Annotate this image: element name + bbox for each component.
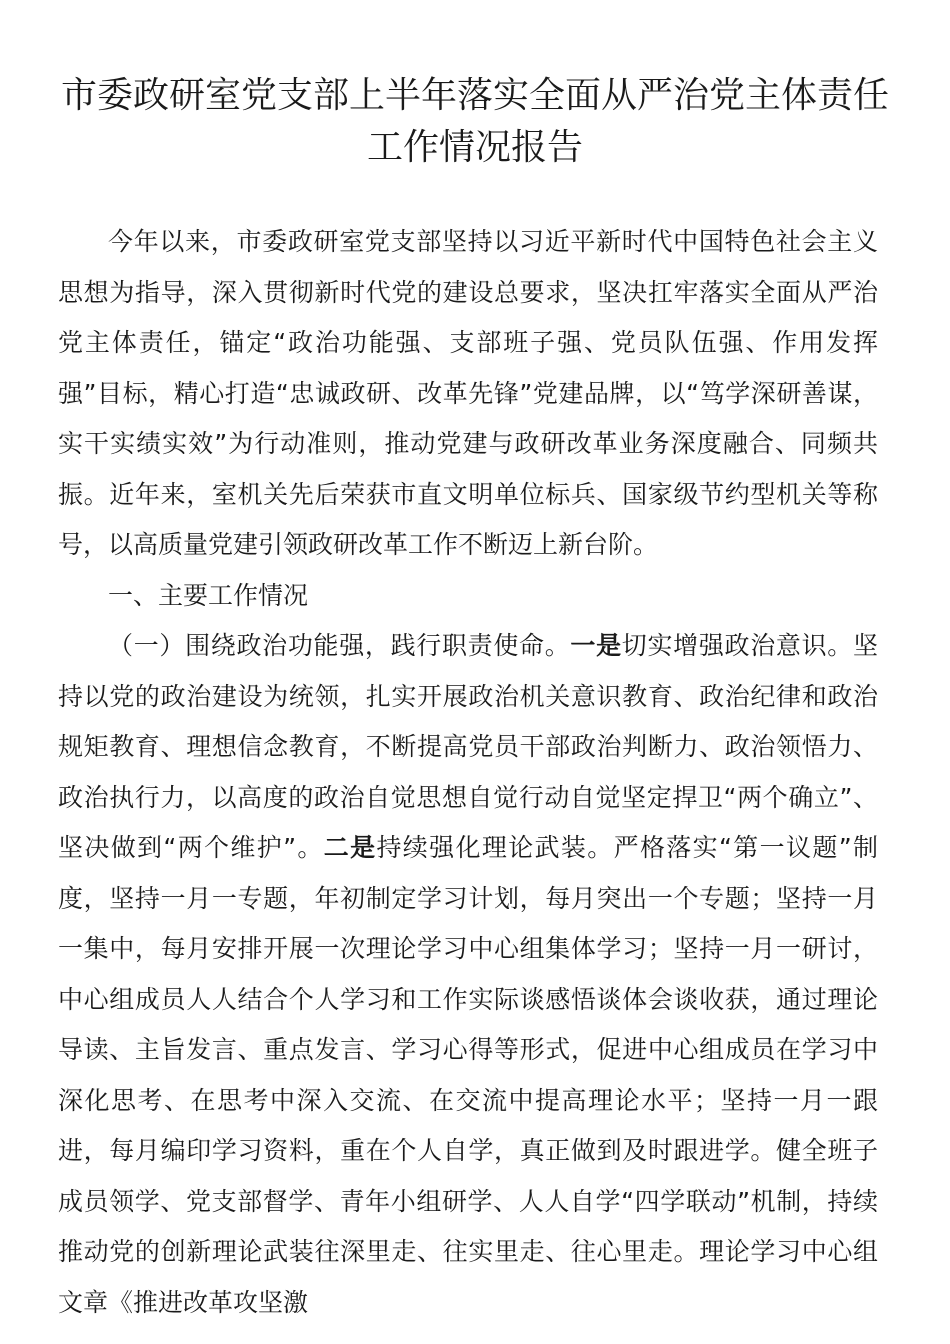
section-1-paragraph bbox=[58, 621, 878, 1328]
point-marker-1: 一是 bbox=[570, 631, 622, 660]
intro-paragraph: 今年以来，市委政研室党支部坚持以习近平新时代中国特色社会主义思想为指导，深入贯彻新时代党的建设总要求，坚决扛牢落实全面从严治党主体责任，锚定“政治功能强、支部班子强、党员队伍强、作用发挥强”目标，精心打造“忠诚政研、改革先锋”党建品牌，以“笃学深研善谋，实干实绩实效”为行动准则，推动党建与政研改革业务深度融合、同频共振。近年来，室机关先后荣获市直文明单位标兵、国家级节约型机关等称号，以高质量党建引领政研改革工作不断迈上新台阶。 bbox=[58, 227, 878, 559]
section-heading: 一、主要工作情况 bbox=[108, 580, 309, 610]
document-body bbox=[58, 217, 878, 1328]
point-marker-2: 二是 bbox=[323, 833, 377, 862]
point-text-1: 切实增强政治意识。坚持以党的政治建设为统领，扎实开展政治机关意识教育、政治纪律和政治规矩教育、理想信念教育，不断提高党员干部政治判断力、政治领悟力、政治执行力，以高度的政治自觉思想自觉行动自觉坚定捍卫“两个确立”、坚决做到“两个维护”。 bbox=[58, 631, 878, 862]
subsection-lead: （一）围绕政治功能强，践行职责使命。 bbox=[108, 631, 571, 660]
document-title: 市委政研室党支部上半年落实全面从严治党主体责任工作情况报告 bbox=[60, 75, 889, 168]
point-text-2: 持续强化理论武装。严格落实“第一议题”制度，坚持一月一专题，年初制定学习计划，每月突出一个专题；坚持一月一集中，每月安排开展一次理论学习中心组集体学习；坚持一月一研讨，中心组成员人人结合个人学习和工作实际谈感悟谈体会谈收获，通过理论导读、主旨发言、重点发言、学习心得等形式，促进中心组成员在学习中深化思考、在思考中深入交流、在交流中提高理论水平；坚持一月一跟进，每月编印学习资料，重在个人自学，真正做到及时跟进学。健全班子成员领学、党支部督学、青年小组研学、人人自学“四学联动”机制，持续推动党的创新理论武装往深里走、往实里走、往心里走。理论学习中心组文章《推进改革攻坚激 bbox=[58, 833, 878, 1317]
